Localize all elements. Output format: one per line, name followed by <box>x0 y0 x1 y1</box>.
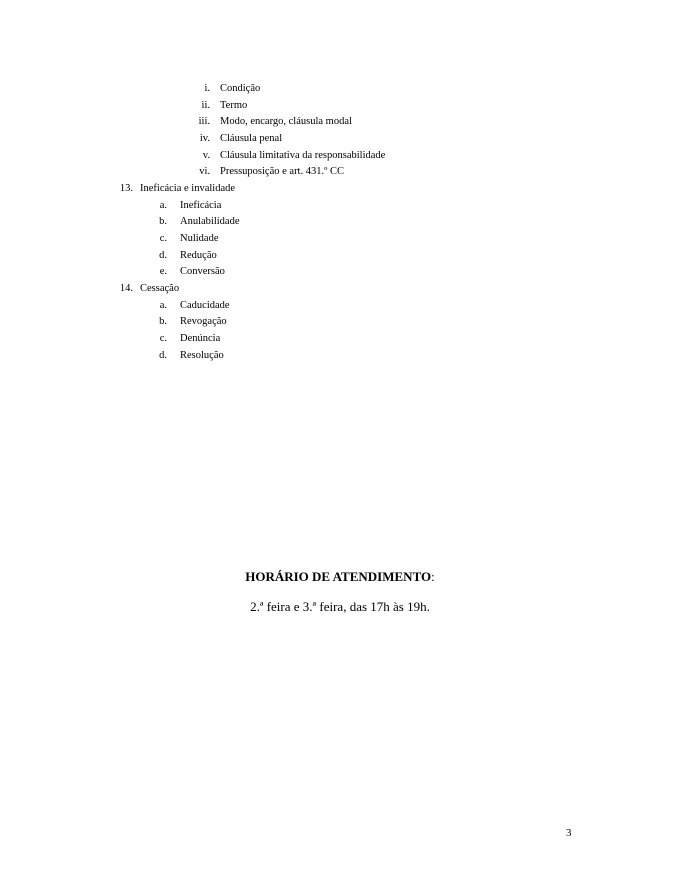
page-number: 3 <box>566 827 572 839</box>
list-marker: b. <box>159 316 167 327</box>
list-marker: a. <box>159 200 167 211</box>
list-marker: i. <box>204 83 210 94</box>
list-marker: d. <box>159 350 167 361</box>
list-item-text: Anulabilidade <box>180 216 240 227</box>
list-marker: v. <box>202 150 210 161</box>
section-title: Ineficácia e invalidade <box>140 183 236 194</box>
list-item-text: Caducidade <box>180 300 230 311</box>
list-marker: c. <box>159 333 167 344</box>
schedule-colon: : <box>431 569 435 584</box>
list-marker: vi. <box>199 166 210 177</box>
list-item-text: Cláusula limitativa da responsabilidade <box>220 150 386 161</box>
list-marker: c. <box>159 233 167 244</box>
list-item-text: Nulidade <box>180 233 219 244</box>
list-marker: a. <box>159 300 167 311</box>
schedule-title: HORÁRIO DE ATENDIMENTO <box>245 569 432 584</box>
list-marker: b. <box>159 216 167 227</box>
list-marker: d. <box>159 250 167 261</box>
schedule-text: 2.ª feira e 3.ª feira, das 17h às 19h. <box>250 599 430 614</box>
list-item-text: Termo <box>220 100 248 111</box>
list-marker: e. <box>159 266 167 277</box>
list-item-text: Cláusula penal <box>220 133 283 144</box>
list-item-text: Denúncia <box>180 333 221 344</box>
section-title: Cessação <box>140 283 180 294</box>
list-item-text: Modo, encargo, cláusula modal <box>220 116 352 127</box>
list-marker: iii. <box>198 116 210 127</box>
list-item-text: Resolução <box>180 350 224 361</box>
list-item-text: Condição <box>220 83 261 94</box>
list-marker: 14. <box>119 283 133 294</box>
schedule-heading <box>0 568 680 586</box>
list-marker: iv. <box>199 133 210 144</box>
list-marker: ii. <box>201 100 210 111</box>
list-item-text: Revogação <box>180 316 227 327</box>
list-item-text: Conversão <box>180 266 225 277</box>
list-item-text: Ineficácia <box>180 200 222 211</box>
list-marker: 13. <box>119 183 133 194</box>
list-item-text: Pressuposição e art. 431.º CC <box>220 166 344 177</box>
list-item-text: Redução <box>180 250 217 261</box>
